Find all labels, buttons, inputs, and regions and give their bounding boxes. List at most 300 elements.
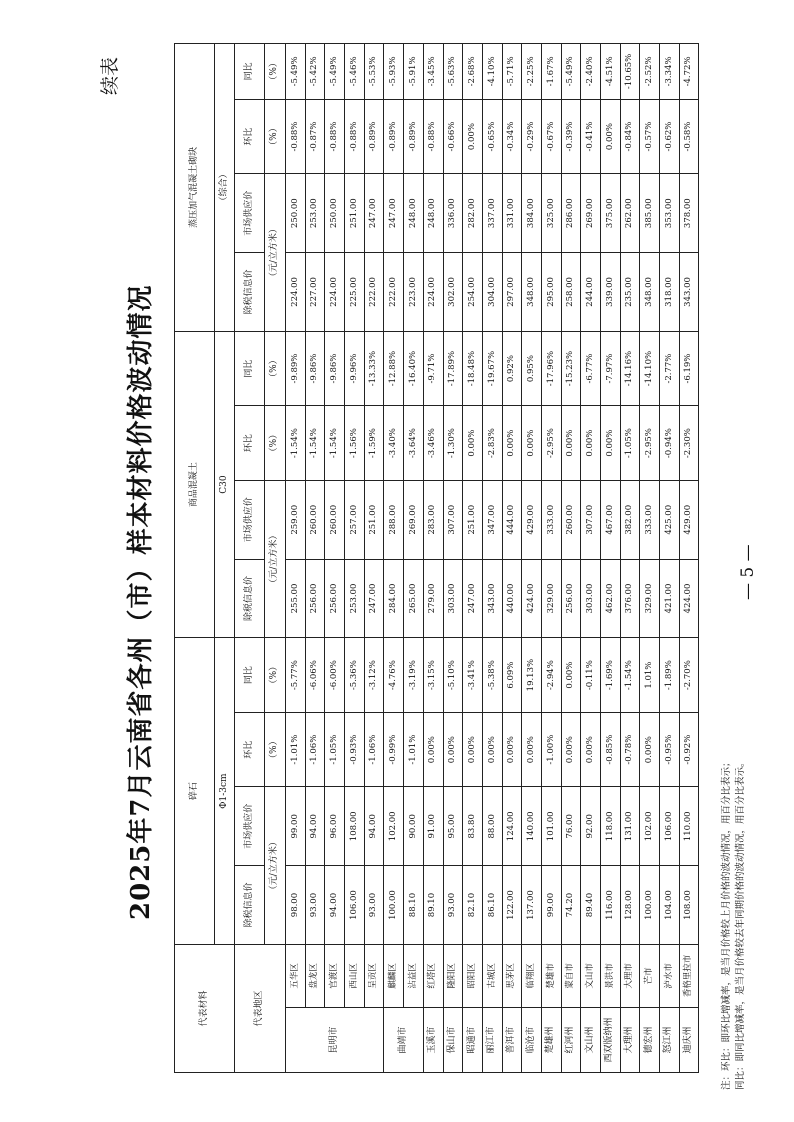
- header-yoy: 同比: [235, 638, 265, 713]
- value-cell: 331.00: [502, 174, 522, 253]
- city-cell: 红河州: [561, 1007, 581, 1072]
- table-notes: [720, 90, 748, 1090]
- district-cell: 麒麟区: [384, 944, 404, 1007]
- value-cell: 283.00: [423, 480, 443, 559]
- district-cell: 思茅区: [502, 944, 522, 1007]
- value-cell: 0.00%: [601, 406, 621, 481]
- value-cell: -1.01%: [286, 712, 306, 787]
- material-spec-block: （综合）: [215, 44, 235, 332]
- value-cell: 343.00: [482, 559, 502, 638]
- value-cell: -6.77%: [581, 331, 601, 406]
- value-cell: -5.93%: [384, 44, 404, 100]
- table-row: [364, 44, 384, 1073]
- value-cell: -3.12%: [364, 638, 384, 713]
- value-cell: -9.89%: [286, 331, 306, 406]
- header-mom: 环比: [235, 99, 265, 174]
- value-cell: 382.00: [620, 480, 640, 559]
- value-cell: 307.00: [581, 480, 601, 559]
- value-cell: 74.20: [561, 866, 581, 945]
- value-cell: 102.00: [640, 787, 660, 866]
- value-cell: 262.00: [620, 174, 640, 253]
- value-cell: 339.00: [601, 253, 621, 332]
- value-cell: 131.00: [620, 787, 640, 866]
- value-cell: 253.00: [305, 174, 325, 253]
- city-cell: 大理州: [620, 1007, 640, 1072]
- value-cell: -0.39%: [561, 99, 581, 174]
- value-cell: 269.00: [404, 480, 424, 559]
- value-cell: 96.00: [325, 787, 345, 866]
- header-percent: （%）: [265, 331, 286, 406]
- value-cell: 260.00: [325, 480, 345, 559]
- table-row: [581, 44, 601, 1073]
- value-cell: -5.36%: [345, 638, 365, 713]
- table-row: [522, 44, 542, 1073]
- value-cell: -1.00%: [541, 712, 561, 787]
- value-cell: 222.00: [364, 253, 384, 332]
- value-cell: 224.00: [423, 253, 443, 332]
- table-row: [443, 44, 463, 1073]
- value-cell: 384.00: [522, 174, 542, 253]
- value-cell: -0.92%: [679, 712, 699, 787]
- value-cell: 0.00%: [522, 406, 542, 481]
- value-cell: 421.00: [660, 559, 680, 638]
- value-cell: -4.76%: [384, 638, 404, 713]
- city-cell: 临沧市: [522, 1007, 542, 1072]
- value-cell: -2.94%: [541, 638, 561, 713]
- value-cell: 429.00: [679, 480, 699, 559]
- header-mom: 环比: [235, 406, 265, 481]
- value-cell: -1.59%: [364, 406, 384, 481]
- district-cell: 蒙自市: [561, 944, 581, 1007]
- value-cell: 297.00: [502, 253, 522, 332]
- value-cell: -2.52%: [640, 44, 660, 100]
- value-cell: -4.51%: [601, 44, 621, 100]
- value-cell: -3.15%: [423, 638, 443, 713]
- value-cell: -0.93%: [345, 712, 365, 787]
- value-cell: 303.00: [581, 559, 601, 638]
- value-cell: -0.89%: [404, 99, 424, 174]
- material-name-block: 蒸压加气混凝土砌块: [175, 44, 215, 332]
- city-cell: 昆明市: [286, 1007, 384, 1072]
- header-unit: （元/立方米）: [265, 787, 286, 944]
- value-cell: -0.89%: [384, 99, 404, 174]
- table-row: [502, 44, 522, 1073]
- value-cell: 90.00: [404, 787, 424, 866]
- table-body: [286, 44, 699, 1073]
- value-cell: 260.00: [561, 480, 581, 559]
- value-cell: 336.00: [443, 174, 463, 253]
- value-cell: -5.49%: [561, 44, 581, 100]
- value-cell: 256.00: [305, 559, 325, 638]
- district-cell: 临翔区: [522, 944, 542, 1007]
- value-cell: -1.54%: [286, 406, 306, 481]
- value-cell: -0.34%: [502, 99, 522, 174]
- value-cell: -0.29%: [522, 99, 542, 174]
- value-cell: -5.71%: [502, 44, 522, 100]
- value-cell: -0.65%: [482, 99, 502, 174]
- value-cell: 110.00: [679, 787, 699, 866]
- value-cell: -6.06%: [305, 638, 325, 713]
- header-yoy: 同比: [235, 331, 265, 406]
- value-cell: 0.00%: [482, 712, 502, 787]
- value-cell: 302.00: [443, 253, 463, 332]
- header-unit: （元/立方米）: [265, 480, 286, 637]
- value-cell: -5.63%: [443, 44, 463, 100]
- value-cell: 6.09%: [502, 638, 522, 713]
- district-cell: 文山市: [581, 944, 601, 1007]
- price-table-container: [174, 43, 699, 1073]
- header-tax-excluded: 除税信息价: [235, 866, 265, 945]
- header-percent: （%）: [265, 99, 286, 174]
- document-title: 2025年7月云南省各州（市）样本材料价格波动情况: [126, 284, 156, 920]
- value-cell: -13.33%: [364, 331, 384, 406]
- value-cell: 108.00: [679, 866, 699, 945]
- value-cell: 265.00: [404, 559, 424, 638]
- value-cell: 235.00: [620, 253, 640, 332]
- value-cell: 256.00: [325, 559, 345, 638]
- corner-region: 代表地区: [235, 944, 286, 1072]
- value-cell: 424.00: [522, 559, 542, 638]
- value-cell: -1.05%: [325, 712, 345, 787]
- value-cell: 248.00: [404, 174, 424, 253]
- district-cell: 西山区: [345, 944, 365, 1007]
- value-cell: -6.19%: [679, 331, 699, 406]
- value-cell: -1.54%: [325, 406, 345, 481]
- material-spec-concrete: C30: [215, 331, 235, 638]
- district-cell: 古城区: [482, 944, 502, 1007]
- value-cell: 116.00: [601, 866, 621, 945]
- material-name-concrete: 商品混凝土: [175, 331, 215, 638]
- value-cell: -2.77%: [660, 331, 680, 406]
- value-cell: 251.00: [463, 480, 483, 559]
- value-cell: 424.00: [679, 559, 699, 638]
- header-percent: （%）: [265, 406, 286, 481]
- value-cell: -14.16%: [620, 331, 640, 406]
- value-cell: -0.88%: [345, 99, 365, 174]
- value-cell: 429.00: [522, 480, 542, 559]
- value-cell: -0.84%: [620, 99, 640, 174]
- table-row: [640, 44, 660, 1073]
- value-cell: 329.00: [541, 559, 561, 638]
- table-row: [463, 44, 483, 1073]
- value-cell: 269.00: [581, 174, 601, 253]
- value-cell: -1.06%: [305, 712, 325, 787]
- district-cell: 芒市: [640, 944, 660, 1007]
- corner-material: 代表材料: [175, 944, 235, 1072]
- value-cell: -1.54%: [620, 638, 640, 713]
- value-cell: -2.83%: [482, 406, 502, 481]
- value-cell: -0.88%: [423, 99, 443, 174]
- table-row: [286, 44, 306, 1073]
- city-cell: 丽江市: [482, 1007, 502, 1072]
- value-cell: 0.92%: [502, 331, 522, 406]
- value-cell: 0.00%: [522, 712, 542, 787]
- value-cell: 258.00: [561, 253, 581, 332]
- value-cell: 244.00: [581, 253, 601, 332]
- value-cell: 101.00: [541, 787, 561, 866]
- header-tax-excluded: 除税信息价: [235, 559, 265, 638]
- value-cell: 94.00: [305, 787, 325, 866]
- continued-label: 续表: [99, 56, 121, 95]
- value-cell: -2.25%: [522, 44, 542, 100]
- value-cell: 86.10: [482, 866, 502, 945]
- value-cell: -3.19%: [404, 638, 424, 713]
- table-row: [305, 44, 325, 1073]
- table-row: [620, 44, 640, 1073]
- value-cell: -0.62%: [660, 99, 680, 174]
- value-cell: 250.00: [325, 174, 345, 253]
- value-cell: 122.00: [502, 866, 522, 945]
- value-cell: 227.00: [305, 253, 325, 332]
- table-row: [482, 44, 502, 1073]
- value-cell: -19.67%: [482, 331, 502, 406]
- value-cell: 375.00: [601, 174, 621, 253]
- value-cell: 94.00: [364, 787, 384, 866]
- district-cell: 呈贡区: [364, 944, 384, 1007]
- value-cell: -4.72%: [679, 44, 699, 100]
- value-cell: -18.48%: [463, 331, 483, 406]
- value-cell: 282.00: [463, 174, 483, 253]
- table-row: [660, 44, 680, 1073]
- value-cell: 82.10: [463, 866, 483, 945]
- value-cell: -3.64%: [404, 406, 424, 481]
- value-cell: 353.00: [660, 174, 680, 253]
- value-cell: -0.41%: [581, 99, 601, 174]
- district-cell: 大理市: [620, 944, 640, 1007]
- value-cell: 425.00: [660, 480, 680, 559]
- value-cell: -0.66%: [443, 99, 463, 174]
- value-cell: -9.86%: [305, 331, 325, 406]
- value-cell: 0.00%: [640, 712, 660, 787]
- value-cell: 104.00: [660, 866, 680, 945]
- district-cell: 景洪市: [601, 944, 621, 1007]
- value-cell: 128.00: [620, 866, 640, 945]
- value-cell: 0.95%: [522, 331, 542, 406]
- value-cell: -1.05%: [620, 406, 640, 481]
- value-cell: 93.00: [443, 866, 463, 945]
- value-cell: -3.34%: [660, 44, 680, 100]
- value-cell: 94.00: [325, 866, 345, 945]
- value-cell: 0.00%: [601, 99, 621, 174]
- header-market: 市场供应价: [235, 174, 265, 253]
- table-row: [601, 44, 621, 1073]
- header-percent: （%）: [265, 638, 286, 713]
- value-cell: -0.57%: [640, 99, 660, 174]
- value-cell: 89.10: [423, 866, 443, 945]
- value-cell: -1.67%: [541, 44, 561, 100]
- value-cell: -4.10%: [482, 44, 502, 100]
- header-mom: 环比: [235, 712, 265, 787]
- district-cell: 楚雄市: [541, 944, 561, 1007]
- district-cell: 盘龙区: [305, 944, 325, 1007]
- value-cell: -10.65%: [620, 44, 640, 100]
- page-number: — 5 —: [738, 544, 758, 600]
- value-cell: 256.00: [561, 559, 581, 638]
- value-cell: 303.00: [443, 559, 463, 638]
- table-row: [384, 44, 404, 1073]
- value-cell: 253.00: [345, 559, 365, 638]
- table-row: [423, 44, 443, 1073]
- value-cell: -5.91%: [404, 44, 424, 100]
- value-cell: -6.00%: [325, 638, 345, 713]
- value-cell: 0.00%: [581, 406, 601, 481]
- value-cell: 295.00: [541, 253, 561, 332]
- value-cell: -0.88%: [325, 99, 345, 174]
- value-cell: 318.00: [660, 253, 680, 332]
- value-cell: -0.11%: [581, 638, 601, 713]
- value-cell: 108.00: [345, 787, 365, 866]
- value-cell: 99.00: [286, 787, 306, 866]
- value-cell: 224.00: [286, 253, 306, 332]
- value-cell: 347.00: [482, 480, 502, 559]
- value-cell: -1.69%: [601, 638, 621, 713]
- value-cell: 89.40: [581, 866, 601, 945]
- value-cell: 329.00: [640, 559, 660, 638]
- value-cell: -0.78%: [620, 712, 640, 787]
- city-cell: 怒江州: [660, 1007, 680, 1072]
- value-cell: -17.89%: [443, 331, 463, 406]
- value-cell: 284.00: [384, 559, 404, 638]
- value-cell: -5.49%: [325, 44, 345, 100]
- value-cell: 286.00: [561, 174, 581, 253]
- value-cell: 0.00%: [463, 99, 483, 174]
- value-cell: 225.00: [345, 253, 365, 332]
- value-cell: 1.01%: [640, 638, 660, 713]
- value-cell: 92.00: [581, 787, 601, 866]
- value-cell: 0.00%: [463, 406, 483, 481]
- value-cell: 444.00: [502, 480, 522, 559]
- city-cell: 西双版纳州: [601, 1007, 621, 1072]
- value-cell: 118.00: [601, 787, 621, 866]
- value-cell: -9.71%: [423, 331, 443, 406]
- value-cell: 0.00%: [443, 712, 463, 787]
- city-cell: 迪庆州: [679, 1007, 699, 1072]
- value-cell: 0.00%: [423, 712, 443, 787]
- city-cell: 保山市: [443, 1007, 463, 1072]
- value-cell: -1.06%: [364, 712, 384, 787]
- header-tax-excluded: 除税信息价: [235, 253, 265, 332]
- value-cell: 288.00: [384, 480, 404, 559]
- value-cell: -3.46%: [423, 406, 443, 481]
- value-cell: -0.58%: [679, 99, 699, 174]
- value-cell: 337.00: [482, 174, 502, 253]
- value-cell: -0.87%: [305, 99, 325, 174]
- value-cell: 222.00: [384, 253, 404, 332]
- value-cell: -7.97%: [601, 331, 621, 406]
- value-cell: 76.00: [561, 787, 581, 866]
- value-cell: -0.94%: [660, 406, 680, 481]
- value-cell: -2.95%: [640, 406, 660, 481]
- value-cell: -2.95%: [541, 406, 561, 481]
- value-cell: 106.00: [660, 787, 680, 866]
- value-cell: -2.68%: [463, 44, 483, 100]
- district-cell: 泸水市: [660, 944, 680, 1007]
- district-cell: 香格里拉市: [679, 944, 699, 1007]
- value-cell: -2.30%: [679, 406, 699, 481]
- value-cell: -16.40%: [404, 331, 424, 406]
- value-cell: -5.10%: [443, 638, 463, 713]
- value-cell: -1.30%: [443, 406, 463, 481]
- header-yoy: 同比: [235, 44, 265, 100]
- city-cell: 曲靖市: [384, 1007, 423, 1072]
- value-cell: 333.00: [640, 480, 660, 559]
- value-cell: 95.00: [443, 787, 463, 866]
- district-cell: 沾益区: [404, 944, 424, 1007]
- value-cell: 83.80: [463, 787, 483, 866]
- value-cell: 124.00: [502, 787, 522, 866]
- value-cell: 247.00: [384, 174, 404, 253]
- value-cell: 0.00%: [561, 712, 581, 787]
- value-cell: 0.00%: [561, 406, 581, 481]
- value-cell: 247.00: [463, 559, 483, 638]
- city-cell: 楚雄州: [541, 1007, 561, 1072]
- table-row: [541, 44, 561, 1073]
- value-cell: -15.23%: [561, 331, 581, 406]
- value-cell: 0.00%: [581, 712, 601, 787]
- value-cell: 0.00%: [561, 638, 581, 713]
- value-cell: 254.00: [463, 253, 483, 332]
- note-yoy: 同比：即同比增减率，是当月价格较去年同期价格的波动情况，用百分比表示。: [735, 757, 746, 1090]
- value-cell: 223.00: [404, 253, 424, 332]
- district-cell: 五华区: [286, 944, 306, 1007]
- value-cell: 19.13%: [522, 638, 542, 713]
- value-cell: 102.00: [384, 787, 404, 866]
- value-cell: 333.00: [541, 480, 561, 559]
- value-cell: -2.70%: [679, 638, 699, 713]
- value-cell: -2.40%: [581, 44, 601, 100]
- value-cell: -1.54%: [305, 406, 325, 481]
- value-cell: 93.00: [305, 866, 325, 945]
- value-cell: 224.00: [325, 253, 345, 332]
- value-cell: -5.38%: [482, 638, 502, 713]
- value-cell: -0.89%: [364, 99, 384, 174]
- value-cell: 251.00: [345, 174, 365, 253]
- value-cell: 0.00%: [502, 406, 522, 481]
- district-cell: 昭阳区: [463, 944, 483, 1007]
- value-cell: 0.00%: [463, 712, 483, 787]
- city-cell: 德宏州: [640, 1007, 660, 1072]
- value-cell: 100.00: [640, 866, 660, 945]
- value-cell: 307.00: [443, 480, 463, 559]
- value-cell: 251.00: [364, 480, 384, 559]
- value-cell: -9.86%: [325, 331, 345, 406]
- value-cell: 0.00%: [502, 712, 522, 787]
- value-cell: -0.67%: [541, 99, 561, 174]
- header-percent: （%）: [265, 44, 286, 100]
- value-cell: 376.00: [620, 559, 640, 638]
- value-cell: 343.00: [679, 253, 699, 332]
- value-cell: 259.00: [286, 480, 306, 559]
- header-market: 市场供应价: [235, 480, 265, 559]
- value-cell: -9.96%: [345, 331, 365, 406]
- district-cell: 隆阳区: [443, 944, 463, 1007]
- value-cell: 137.00: [522, 866, 542, 945]
- value-cell: 440.00: [502, 559, 522, 638]
- value-cell: 467.00: [601, 480, 621, 559]
- value-cell: -14.10%: [640, 331, 660, 406]
- value-cell: -0.85%: [601, 712, 621, 787]
- header-market: 市场供应价: [235, 787, 265, 866]
- value-cell: 325.00: [541, 174, 561, 253]
- value-cell: -0.99%: [384, 712, 404, 787]
- table-row: [679, 44, 699, 1073]
- value-cell: -5.49%: [286, 44, 306, 100]
- value-cell: 348.00: [640, 253, 660, 332]
- value-cell: 93.00: [364, 866, 384, 945]
- value-cell: 100.00: [384, 866, 404, 945]
- value-cell: -5.53%: [364, 44, 384, 100]
- value-cell: 348.00: [522, 253, 542, 332]
